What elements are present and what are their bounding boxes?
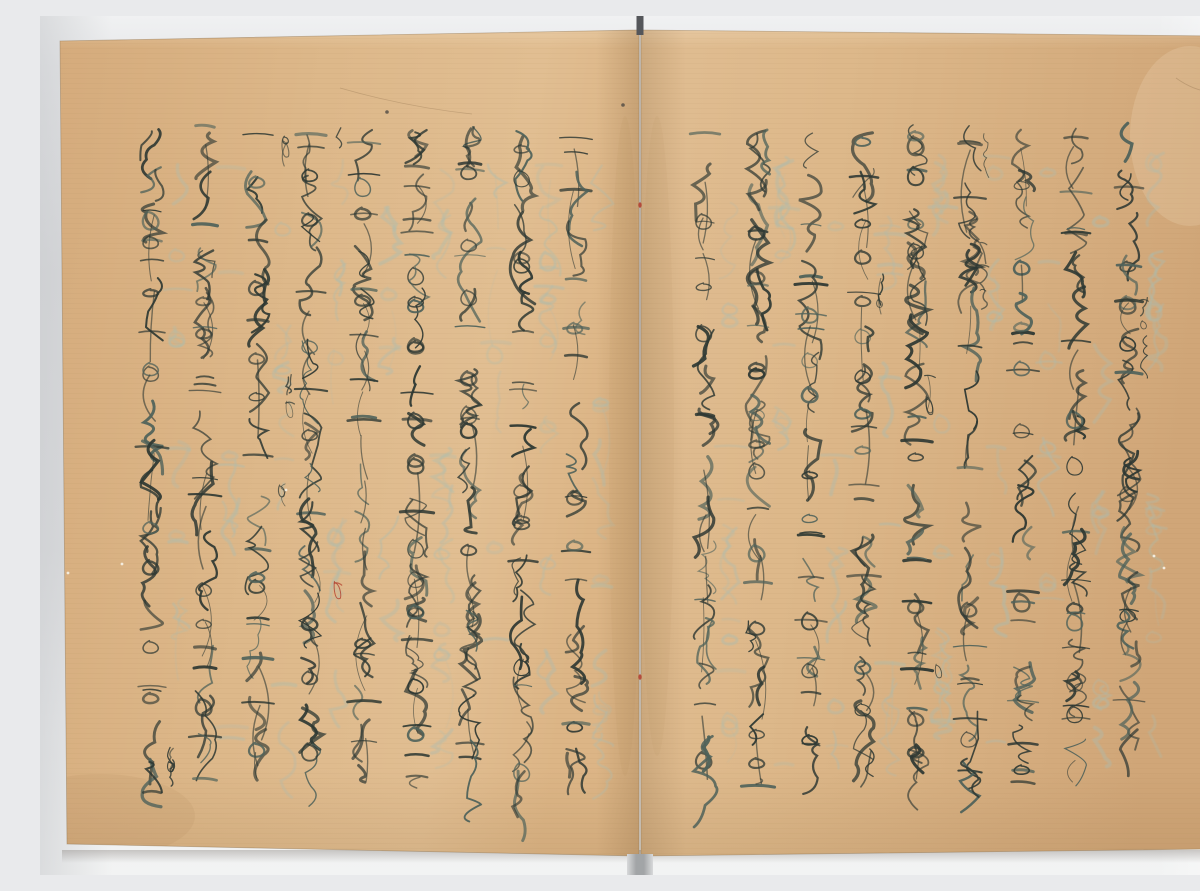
manuscript-photo [40, 16, 1200, 875]
stitch-dot [638, 202, 641, 208]
paper-fleck-white [1163, 567, 1166, 570]
paper-fleck-white [67, 572, 70, 575]
paper-fleck-dark [385, 110, 389, 114]
paper-fleck-white [121, 563, 124, 566]
paper-fleck-white [285, 489, 288, 492]
paper-fleck-white [1153, 555, 1156, 558]
gutter-top-slit [637, 16, 644, 35]
gutter-bottom-bar [627, 854, 653, 875]
manuscript-svg [40, 16, 1200, 875]
paper-fleck-dark [621, 103, 625, 107]
stitch-dot [638, 674, 641, 680]
